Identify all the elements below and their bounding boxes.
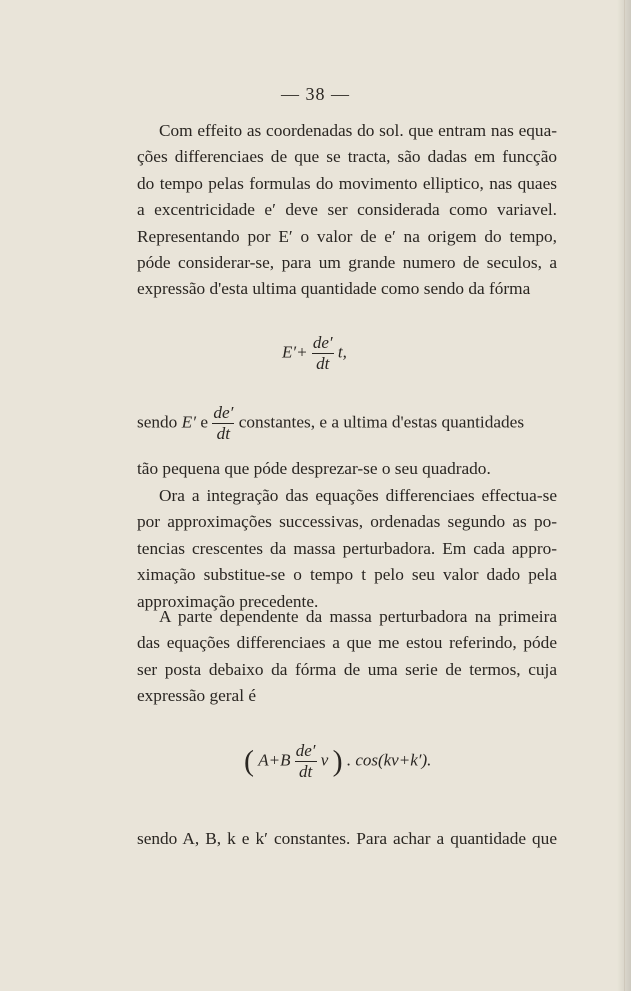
eq1-lead: E′+ bbox=[282, 342, 308, 362]
text-line: Com effeito as coordenadas do sol. que entram nas equa- bbox=[159, 121, 557, 140]
page-edge-line bbox=[624, 0, 625, 991]
p2-fraction bbox=[212, 404, 234, 443]
text-line: tão pequena que póde desprezar-se o seu quadrado. bbox=[137, 459, 491, 478]
paragraph-5 bbox=[137, 826, 557, 852]
eq2-open-paren: ( bbox=[244, 744, 254, 778]
text-line: das equações differenciaes a que me estou referindo, póde bbox=[137, 633, 557, 653]
text-line: ser posta debaixo da fórma de uma serie de termos, cuja bbox=[137, 659, 557, 679]
text-line: Representando por E′ o valor de e′ na origem do tempo, bbox=[137, 226, 557, 246]
text-line: póde considerar-se, para um grande numero de seculos, a bbox=[137, 253, 557, 273]
text-line: ximação substitue-se o tempo t pelo seu valor dado pela bbox=[137, 565, 557, 585]
text-line: do tempo pelas formulas do movimento elliptico, nas quaes bbox=[137, 173, 557, 193]
p2-rest: constantes, e a ultima d'estas quantidades bbox=[238, 412, 525, 432]
eq1-fraction bbox=[312, 334, 334, 373]
text-line: approximação precedente. bbox=[137, 591, 319, 611]
eq1-trail: t, bbox=[337, 342, 347, 362]
paragraph-4 bbox=[137, 604, 557, 710]
page-number: — 38 — bbox=[281, 84, 350, 104]
eq2-v: v bbox=[320, 750, 329, 770]
eq1-denominator: dt bbox=[316, 354, 330, 373]
text-line: A parte dependente da massa perturbadora na primeira bbox=[159, 607, 557, 626]
p2-denominator: dt bbox=[216, 424, 231, 443]
text-line: ções differenciaes de que se tracta, são dadas em funcção bbox=[137, 147, 557, 167]
conj-e: e bbox=[200, 412, 208, 432]
eq2-close-paren: ) bbox=[332, 744, 343, 778]
text-line: a excentricidade e′ deve ser considerada como variavel. bbox=[137, 200, 557, 220]
eq2-lead: A+B bbox=[258, 750, 291, 770]
paragraph-1 bbox=[137, 118, 557, 303]
eq2-numerator: de′ bbox=[295, 741, 316, 760]
paragraph-2-line-2 bbox=[137, 456, 557, 482]
text-line: tencias crescentes da massa perturbadora. Em cada appro- bbox=[137, 538, 557, 558]
text-line: sendo A, B, k e k′ constantes. Para achar a quantidade que bbox=[137, 829, 557, 848]
text-line: expressão geral é bbox=[137, 686, 256, 706]
sendo-word: sendo bbox=[137, 412, 178, 432]
p2-numerator: de′ bbox=[213, 403, 234, 422]
text-line: expressão d'esta ultima quantidade como sendo da fórma bbox=[137, 279, 531, 299]
text-line: Ora a integração das equações differenciaes effectua-se bbox=[159, 486, 557, 505]
var-E: E′ bbox=[181, 412, 196, 432]
equation-2 bbox=[244, 742, 431, 781]
paragraph-2-line-1 bbox=[137, 404, 557, 443]
equation-1 bbox=[282, 334, 347, 373]
eq2-denominator: dt bbox=[299, 762, 313, 781]
text-line: por approximações successivas, ordenadas segundo as po- bbox=[137, 512, 557, 532]
eq2-fraction bbox=[295, 742, 317, 781]
eq1-numerator: de′ bbox=[312, 333, 333, 352]
paragraph-3 bbox=[137, 483, 557, 615]
eq2-trail: . cos(kv+k′). bbox=[346, 750, 432, 770]
